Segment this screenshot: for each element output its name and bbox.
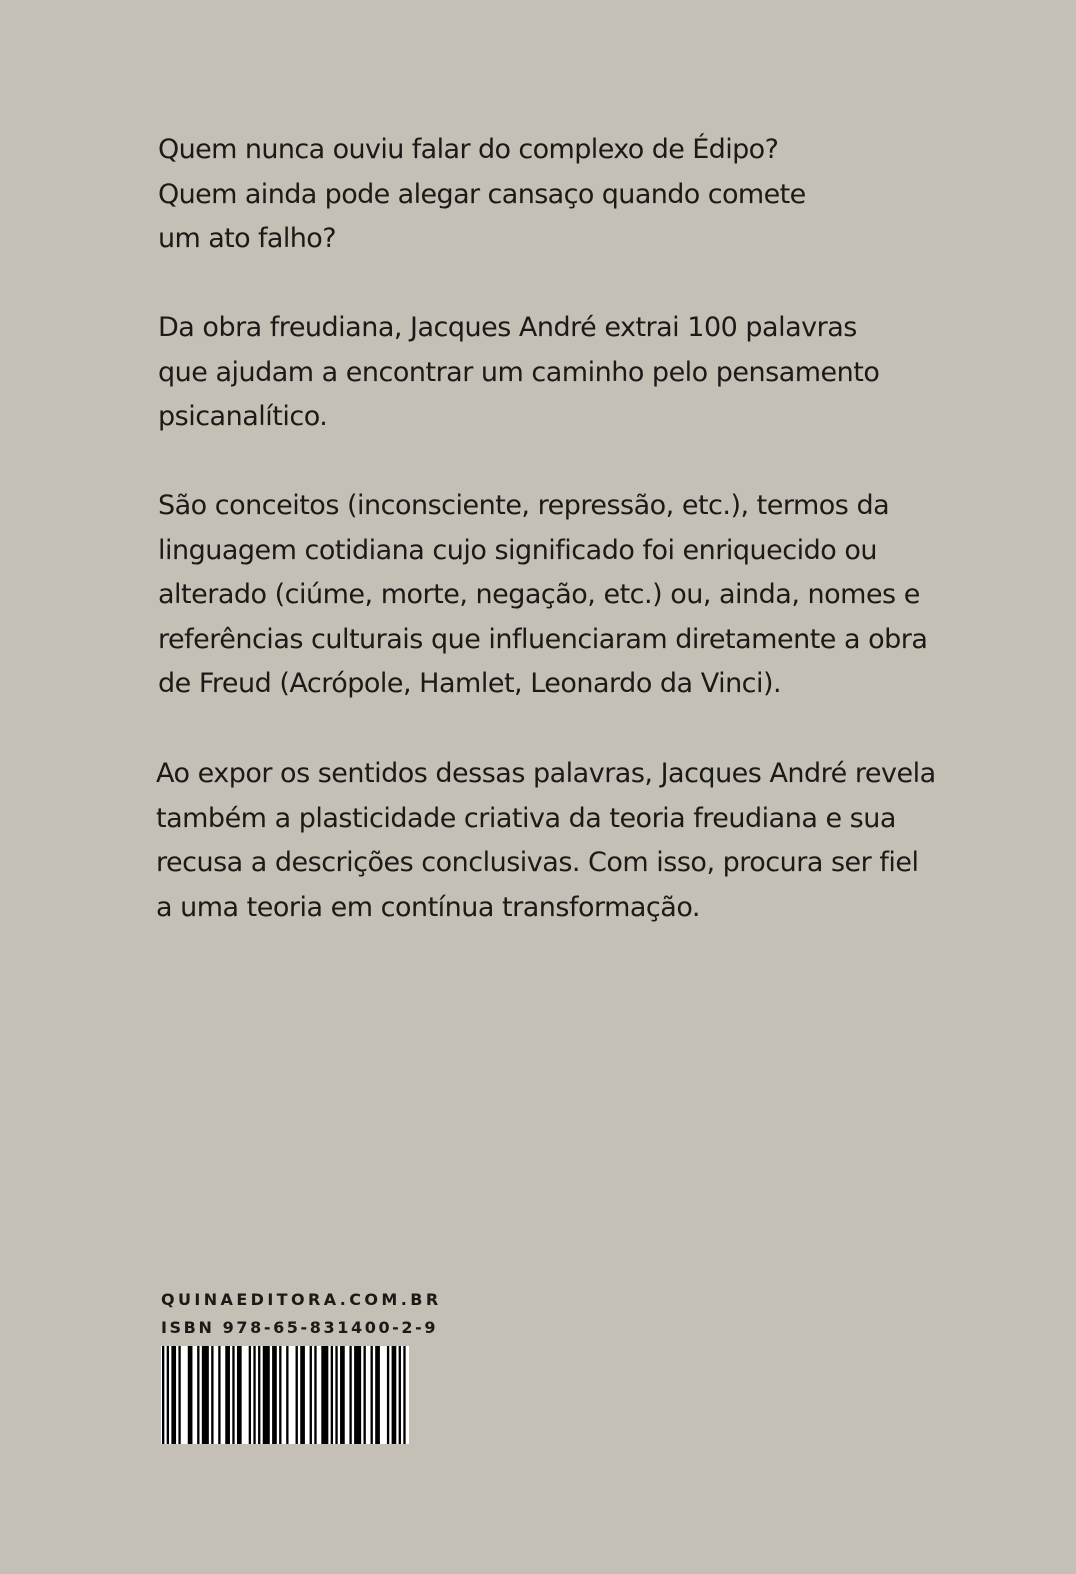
text-line: São conceitos (inconsciente, repressão, etc.), termos da [158,490,890,521]
text-line: recusa a descrições conclusivas. Com isso, procura ser fiel [156,847,919,878]
text-line: Quem ainda pode alegar cansaço quando comete [158,178,806,210]
text-line: de Freud (Acrópole, Hamlet, Leonardo da Vinci). [158,668,782,699]
barcode-bar [340,1346,345,1444]
text-line: psicanalítico. [158,401,328,432]
barcode-bar [349,1346,351,1444]
text-line: Quem nunca ouviu falar do complexo de Édipo? [158,134,779,165]
text-line: alterado (ciúme, morte, negação, etc.) ou, ainda, nomes e [158,579,920,610]
barcode-bar [162,1346,164,1444]
barcode-bar [314,1346,316,1444]
barcode-bar [363,1346,365,1444]
barcode-bar [387,1346,389,1444]
text-line: que ajudam a encontrar um caminho pelo pensamento [158,356,880,388]
text-line: referências culturais que influenciaram diretamente a obra [158,623,928,655]
barcode-bar [296,1346,298,1444]
barcode-graphic [161,1346,409,1444]
barcode-bar [249,1346,251,1444]
barcode-bar [211,1346,213,1444]
barcode-bar [232,1346,234,1444]
body-paragraph-4 [156,752,956,930]
barcode-bar [225,1346,230,1444]
lead-paragraph [158,128,958,262]
barcode-bar [403,1346,405,1444]
barcode-bar [286,1346,288,1444]
barcode-bar [335,1346,337,1444]
barcode-bar [392,1346,397,1444]
publisher-website: QUINAEDITORA.COM.BR [161,1290,442,1309]
barcode-bar [272,1346,277,1444]
barcode-bar [321,1346,328,1444]
text-line: Ao expor os sentidos dessas palavras, Jacques André revela [156,758,936,789]
body-paragraph-3 [158,484,958,707]
barcode-bar [399,1346,401,1444]
barcode-bar [202,1346,209,1444]
text-line: Da obra freudiana, Jacques André extrai 100 palavras [158,312,857,343]
barcode-bar [371,1346,373,1444]
barcode [161,1346,409,1444]
isbn-number: ISBN 978-65-831400-2-9 [161,1318,439,1337]
text-line: linguagem cotidiana cujo significado foi enriquecido ou [158,534,877,566]
barcode-bar [354,1346,361,1444]
barcode-bar [197,1346,199,1444]
barcode-bar [310,1346,312,1444]
text-line: também a plasticidade criativa da teoria freudiana e sua [156,802,896,834]
text-line: um ato falho? [158,223,336,254]
barcode-bar [167,1346,169,1444]
barcode-bar [237,1346,242,1444]
body-paragraph-2 [158,306,958,440]
barcode-bar [253,1346,255,1444]
barcode-bar [331,1346,333,1444]
barcode-bar [375,1346,380,1444]
barcode-bar [188,1346,193,1444]
barcode-bar [279,1346,281,1444]
barcode-bar [218,1346,220,1444]
barcode-bar [178,1346,180,1444]
barcode-bar [263,1346,270,1444]
barcode-bar [300,1346,305,1444]
barcode-bar [258,1346,260,1444]
text-line: a uma teoria em contínua transformação. [156,891,700,923]
barcode-bar [171,1346,176,1444]
